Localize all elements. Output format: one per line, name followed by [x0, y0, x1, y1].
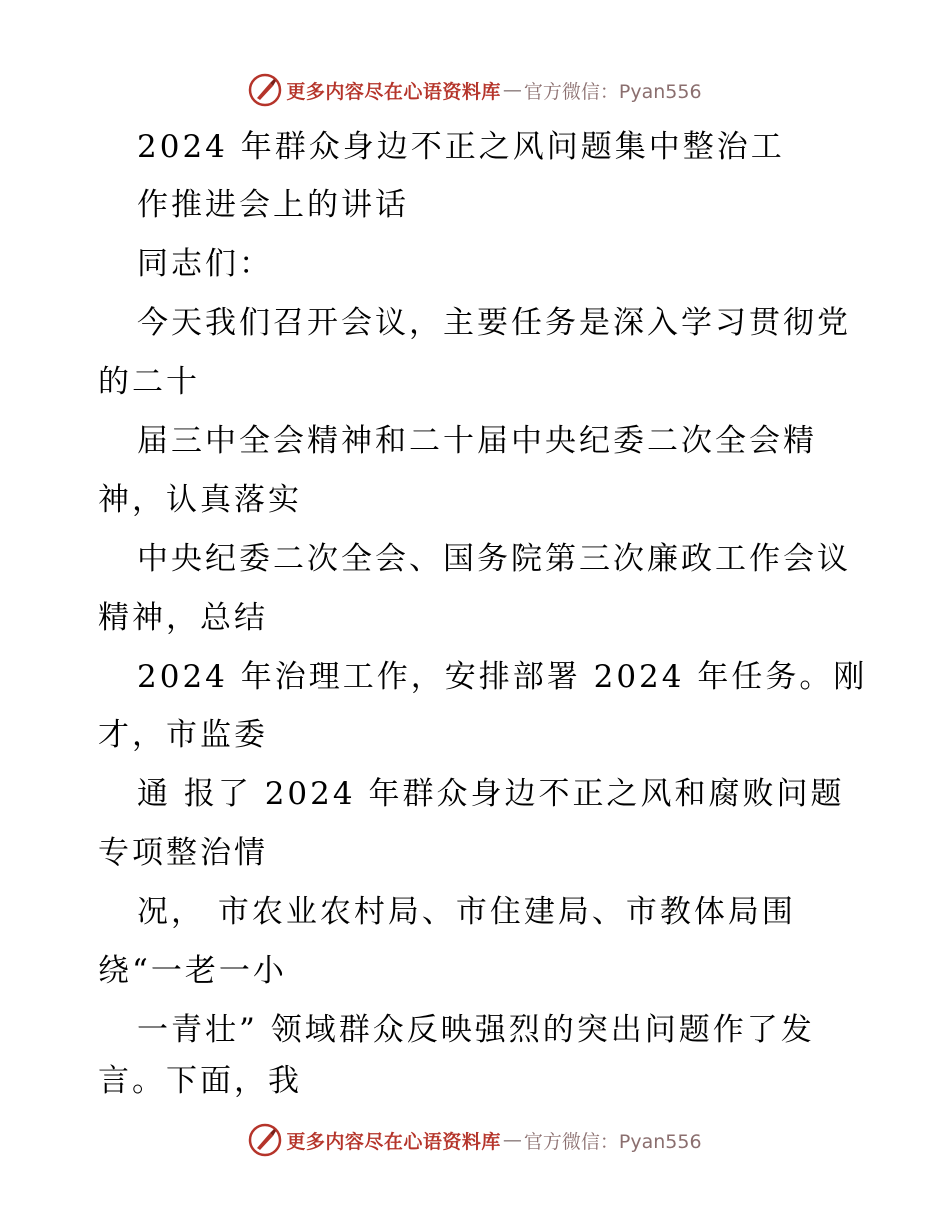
- paragraph-line: 况， 市农业农村局、市住建局、市教体局围: [137, 894, 796, 930]
- watermark-contact: 官方微信：Pyan556: [523, 1130, 702, 1153]
- salutation: 同志们：: [137, 246, 273, 282]
- watermark-text: 更多内容尽在心语资料库: [286, 1130, 501, 1153]
- paragraph-line: 届三中全会精神和二十届中央纪委二次全会精: [137, 423, 817, 459]
- watermark-separator: —: [502, 79, 522, 101]
- paragraph-line: 言。下面，我: [98, 1063, 302, 1099]
- paragraph-line: 神，认真落实: [98, 482, 302, 518]
- pen-logo-icon: [248, 1123, 282, 1157]
- watermark-contact: 官方微信：Pyan556: [523, 80, 702, 103]
- paragraph-line: 今天我们召开会议，主要任务是深入学习贯彻党: [137, 305, 851, 341]
- watermark-banner-bottom: [0, 1120, 950, 1160]
- paragraph-line: 一青壮” 领域群众反映强烈的突出问题作了发: [137, 1012, 815, 1048]
- watermark-banner-top: [0, 70, 950, 110]
- paragraph-line: 精神，总结: [98, 600, 268, 636]
- paragraph-line: 2024 年治理工作，安排部署 2024 年任务。刚: [137, 659, 868, 695]
- paragraph-line: 通 报了 2024 年群众身边不正之风和腐败问题: [137, 776, 845, 812]
- paragraph-line: 的二十: [98, 364, 200, 400]
- title-line-1: 2024 年群众身边不正之风问题集中整治工: [137, 129, 785, 165]
- pen-logo-icon: [248, 73, 282, 107]
- paragraph-line: 才，市监委: [98, 717, 268, 753]
- paragraph-line: 绕“一老一小: [98, 953, 287, 989]
- paragraph-line: 专项整治情: [98, 835, 268, 871]
- paragraph-line: 中央纪委二次全会、国务院第三次廉政工作会议: [137, 541, 851, 577]
- title-line-2: 作推进会上的讲话: [137, 187, 409, 223]
- watermark-text: 更多内容尽在心语资料库: [286, 80, 501, 103]
- watermark-separator: —: [502, 1129, 522, 1151]
